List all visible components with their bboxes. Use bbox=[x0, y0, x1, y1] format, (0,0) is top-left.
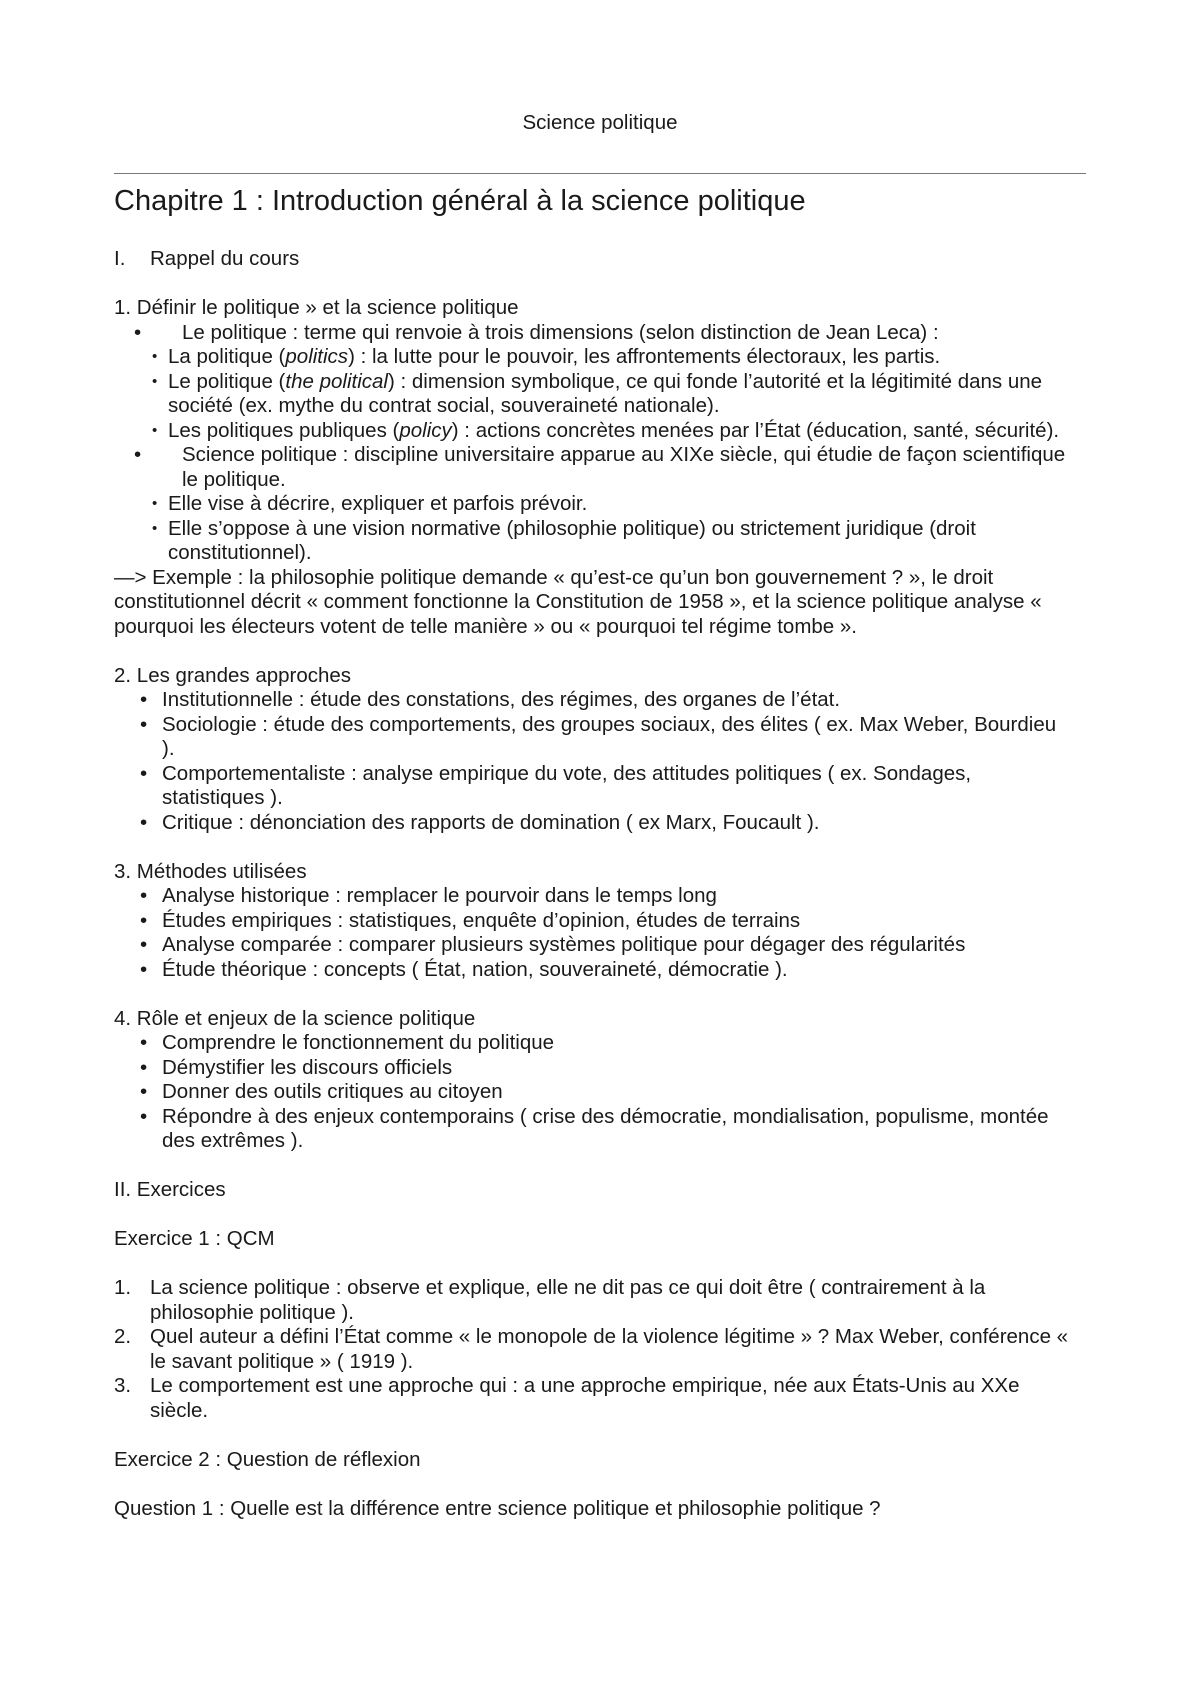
question-1: Question 1 : Quelle est la différence entre science politique et philosophie politique ? bbox=[114, 1496, 881, 1520]
section1-title: 1. Définir le politique » et la science politique bbox=[114, 296, 519, 319]
bullet-marker: • bbox=[140, 1104, 148, 1128]
bullet-item bbox=[114, 443, 1074, 492]
sub-bullet-item: • Le politique (the political) : dimension symbolique, ce qui fonde l’autorité et la légitimité dans une société (ex. mythe du contrat social, souveraineté nationale). bbox=[152, 369, 1043, 417]
exercise1-title: Exercice 1 : QCM bbox=[114, 1227, 275, 1250]
part2-heading: II. Exercices bbox=[114, 1178, 226, 1201]
document-body bbox=[114, 247, 1074, 1521]
list-item: • Analyse comparée : comparer plusieurs systèmes politique pour dégager des régularités bbox=[140, 933, 966, 956]
bullet-marker: • bbox=[140, 1080, 148, 1103]
list-item: • Études empiriques : statistiques, enquête d’opinion, études de terrains bbox=[140, 908, 801, 932]
example-paragraph: —> Exemple : la philosophie politique demande « qu’est-ce qu’un bon gouvernement ? », le droit constitutionnel décrit « comment fonctionne la Constitution de 1958 », et la science politique analyse « pourquoi les électeurs votent de telle manière » ou « pourquoi tel régime tombe ». bbox=[114, 565, 1042, 638]
small-bullet-marker: • bbox=[152, 372, 158, 390]
bullet-marker: • bbox=[140, 908, 148, 932]
list-item: • Étude théorique : concepts ( État, nation, souveraineté, démocratie ). bbox=[140, 957, 788, 981]
section3-title: 3. Méthodes utilisées bbox=[114, 859, 307, 883]
sub-bullet-item: • Les politiques publiques (policy) : actions concrètes menées par l’État (éducation, santé, sécurité). bbox=[152, 418, 1060, 442]
bullet-marker: • bbox=[140, 933, 148, 956]
bullet-marker: • bbox=[140, 1055, 148, 1079]
exercise2-title: Exercice 2 : Question de réflexion bbox=[114, 1447, 421, 1471]
term-the-political: the political bbox=[285, 369, 388, 393]
part1-marker: I. bbox=[114, 247, 126, 270]
bullet-item bbox=[114, 321, 1074, 346]
bullet-marker: • bbox=[140, 1031, 148, 1054]
part1-heading bbox=[114, 247, 1074, 272]
small-bullet-marker: • bbox=[152, 495, 158, 512]
list-item: • Démystifier les discours officiels bbox=[140, 1055, 453, 1079]
bullet-marker: • bbox=[140, 810, 148, 834]
list-item: • Critique : dénonciation des rapports de domination ( ex Marx, Foucault ). bbox=[140, 810, 820, 834]
bullet-marker: • bbox=[134, 320, 142, 344]
header-rule bbox=[114, 173, 1086, 174]
small-bullet-marker: • bbox=[152, 421, 158, 439]
qcm-item: 2. Quel auteur a défini l’État comme « le monopole de la violence légitime » ? Max Weber, conférence « le savant politique » ( 1919 ). bbox=[114, 1325, 1069, 1373]
bullet-marker: • bbox=[140, 957, 148, 981]
small-bullet-marker: • bbox=[152, 348, 158, 365]
section2-title: 2. Les grandes approches bbox=[114, 663, 352, 687]
list-item: • Répondre à des enjeux contemporains ( crise des démocratie, mondialisation, populisme, montée des extrêmes ). bbox=[140, 1104, 1049, 1152]
item-number: 1. bbox=[114, 1276, 132, 1299]
list-item: • Institutionnelle : étude des constations, des régimes, des organes de l’état. bbox=[140, 688, 841, 711]
term-policy: policy bbox=[399, 418, 452, 442]
sub-bullet-item: • La politique (politics) : la lutte pour le pouvoir, les affrontements électoraux, les partis. bbox=[152, 345, 941, 368]
list-item: • Comportementaliste : analyse empirique du vote, des attitudes politiques ( ex. Sondages, statistiques ). bbox=[140, 761, 972, 809]
section4-title: 4. Rôle et enjeux de la science politique bbox=[114, 1006, 476, 1030]
chapter-title: Chapitre 1 : Introduction général à la science politique bbox=[114, 185, 806, 217]
bullet-marker: • bbox=[134, 443, 142, 466]
item-number: 3. bbox=[114, 1374, 132, 1397]
sub-bullet-item: • Elle s’oppose à une vision normative (philosophie politique) ou strictement juridique (droit constitutionnel). bbox=[152, 516, 976, 564]
term-politics: politics bbox=[285, 345, 349, 368]
list-item: • Donner des outils critiques au citoyen bbox=[140, 1080, 503, 1103]
list-item: • Analyse historique : remplacer le pourvoir dans le temps long bbox=[140, 884, 717, 907]
list-item: • Sociologie : étude des comportements, des groupes sociaux, des élites ( ex. Max Weber, Bourdieu ). bbox=[140, 712, 1057, 760]
bullet-text: Le politique : terme qui renvoie à trois dimensions (selon distinction de Jean Leca) : bbox=[182, 320, 939, 344]
running-header: Science politique bbox=[522, 111, 678, 134]
part1-title: Rappel du cours bbox=[150, 247, 300, 270]
bullet-text: Science politique : discipline universitaire apparue au XIXe siècle, qui étudie de façon scientifique le politique. bbox=[182, 443, 1066, 491]
bullet-marker: • bbox=[140, 688, 148, 711]
bullet-marker: • bbox=[140, 712, 148, 736]
qcm-item: 3. Le comportement est une approche qui : a une approche empirique, née aux États-Unis au XXe siècle. bbox=[114, 1374, 1020, 1422]
item-number: 2. bbox=[114, 1325, 132, 1348]
bullet-marker: • bbox=[140, 884, 148, 907]
qcm-item: 1. La science politique : observe et explique, elle ne dit pas ce qui doit être ( contrairement à la philosophie politique ). bbox=[114, 1276, 986, 1324]
bullet-marker: • bbox=[140, 761, 148, 785]
list-item: • Comprendre le fonctionnement du politique bbox=[140, 1031, 555, 1054]
sub-bullet-item: • Elle vise à décrire, expliquer et parfois prévoir. bbox=[152, 492, 588, 515]
small-bullet-marker: • bbox=[152, 519, 158, 537]
